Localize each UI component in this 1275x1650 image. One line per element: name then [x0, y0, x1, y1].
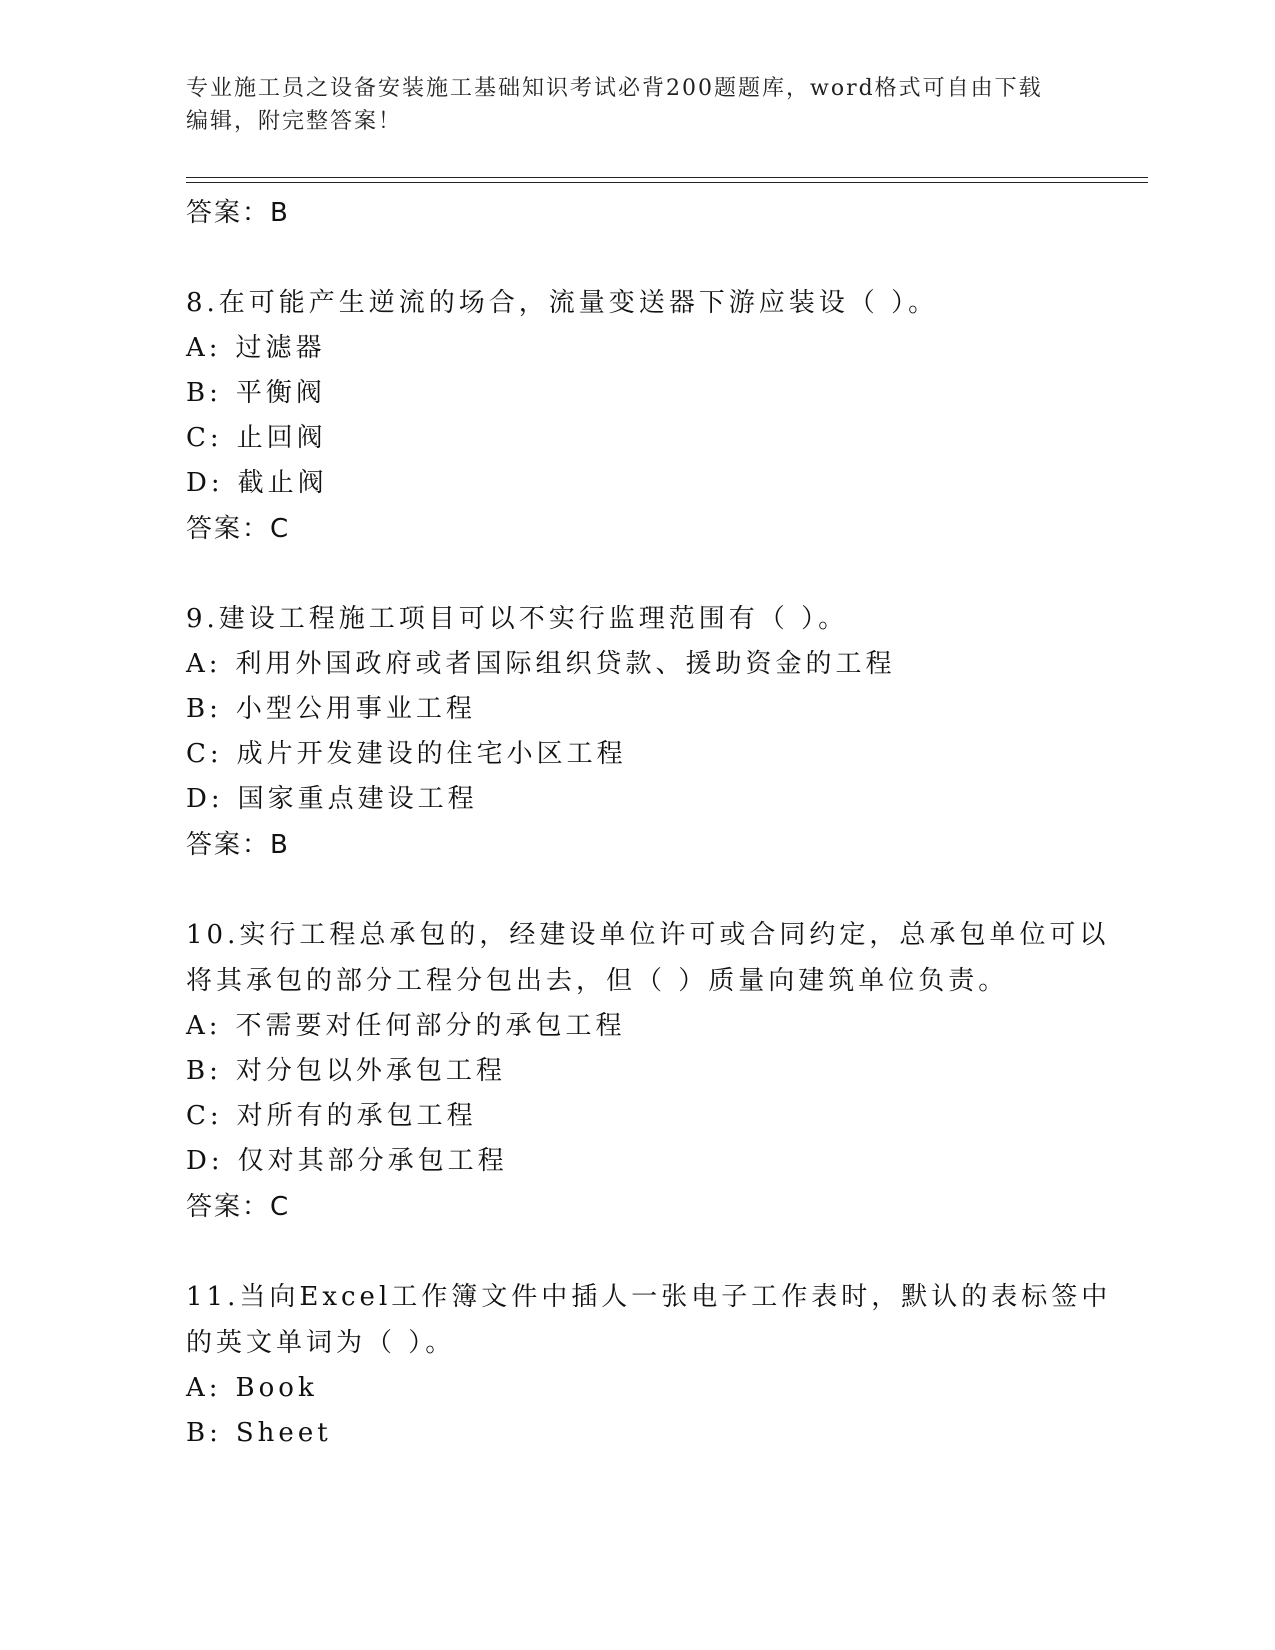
header-title-line-1: 专业施工员之设备安装施工基础知识考试必背200题题库，word格式可自由下载 — [186, 76, 1043, 101]
option-text: 仅对其部分承包工程 — [237, 1146, 508, 1176]
option-key: B: — [186, 378, 222, 408]
option-c — [186, 1094, 1136, 1139]
spacer — [186, 552, 1136, 596]
option-text: 小型公用事业工程 — [235, 694, 476, 724]
question-block — [186, 912, 1136, 1230]
spacer — [186, 236, 1136, 280]
question-stem: 9.建设工程施工项目可以不实行监理范围有（ ）。 — [186, 604, 849, 634]
option-key: A: — [186, 649, 222, 679]
header-title-line-2: 编辑，附完整答案！ — [186, 109, 403, 134]
header-rule-top — [186, 177, 1148, 178]
option-key: C: — [186, 1101, 223, 1131]
option-key: A: — [186, 333, 222, 363]
option-key: D: — [186, 468, 224, 498]
spacer — [186, 1230, 1136, 1274]
option-text: 国家重点建设工程 — [237, 784, 478, 814]
option-text: 成片开发建设的住宅小区工程 — [236, 739, 627, 769]
option-text: 平衡阀 — [235, 378, 326, 408]
option-text: 止回阀 — [236, 423, 327, 453]
option-a — [186, 326, 1136, 371]
option-c — [186, 732, 1136, 777]
option-d — [186, 461, 1136, 506]
question-block — [186, 1274, 1136, 1456]
option-text: 不需要对任何部分的承包工程 — [235, 1011, 626, 1041]
question-stem: 11.当向Excel工作簿文件中插人一张电子工作表时，默认的表标签中的英文单词为（ ）。 — [186, 1282, 1112, 1358]
option-text: Sheet — [235, 1418, 332, 1448]
question-answer: 答案：C — [186, 1192, 291, 1222]
option-text: 过滤器 — [235, 333, 326, 363]
question-answer: 答案：B — [186, 830, 290, 860]
option-key: B: — [186, 1056, 222, 1086]
spacer — [186, 868, 1136, 912]
option-text: 对分包以外承包工程 — [235, 1056, 506, 1086]
option-text: 利用外国政府或者国际组织贷款、援助资金的工程 — [235, 649, 896, 679]
option-text: 对所有的承包工程 — [236, 1101, 477, 1131]
question-block — [186, 280, 1136, 552]
question-stem: 10.实行工程总承包的，经建设单位许可或合同约定，总承包单位可以将其承包的部分工程分包出去，但（ ）质量向建筑单位负责。 — [186, 920, 1110, 996]
previous-answer: 答案：B — [186, 198, 290, 228]
option-a — [186, 1004, 1136, 1049]
option-key: B: — [186, 694, 222, 724]
document-body — [186, 190, 1136, 1456]
option-key: D: — [186, 1146, 224, 1176]
option-key: B: — [186, 1418, 222, 1448]
option-text: 截止阀 — [237, 468, 328, 498]
question-answer: 答案：C — [186, 514, 291, 544]
option-key: A: — [186, 1011, 222, 1041]
option-key: C: — [186, 739, 223, 769]
option-a — [186, 642, 1136, 687]
option-text: Book — [235, 1373, 318, 1403]
option-key: A: — [186, 1373, 222, 1403]
question-stem: 8.在可能产生逆流的场合，流量变送器下游应装设（ ）。 — [186, 288, 939, 318]
option-b — [186, 687, 1136, 732]
header-rule-bottom — [186, 182, 1148, 183]
option-c — [186, 416, 1136, 461]
option-b — [186, 371, 1136, 416]
option-b — [186, 1411, 1136, 1456]
option-a — [186, 1366, 1136, 1411]
option-d — [186, 777, 1136, 822]
question-block — [186, 596, 1136, 868]
option-key: D: — [186, 784, 224, 814]
option-key: C: — [186, 423, 223, 453]
option-d — [186, 1139, 1136, 1184]
option-b — [186, 1049, 1136, 1094]
document-header — [186, 72, 1076, 138]
